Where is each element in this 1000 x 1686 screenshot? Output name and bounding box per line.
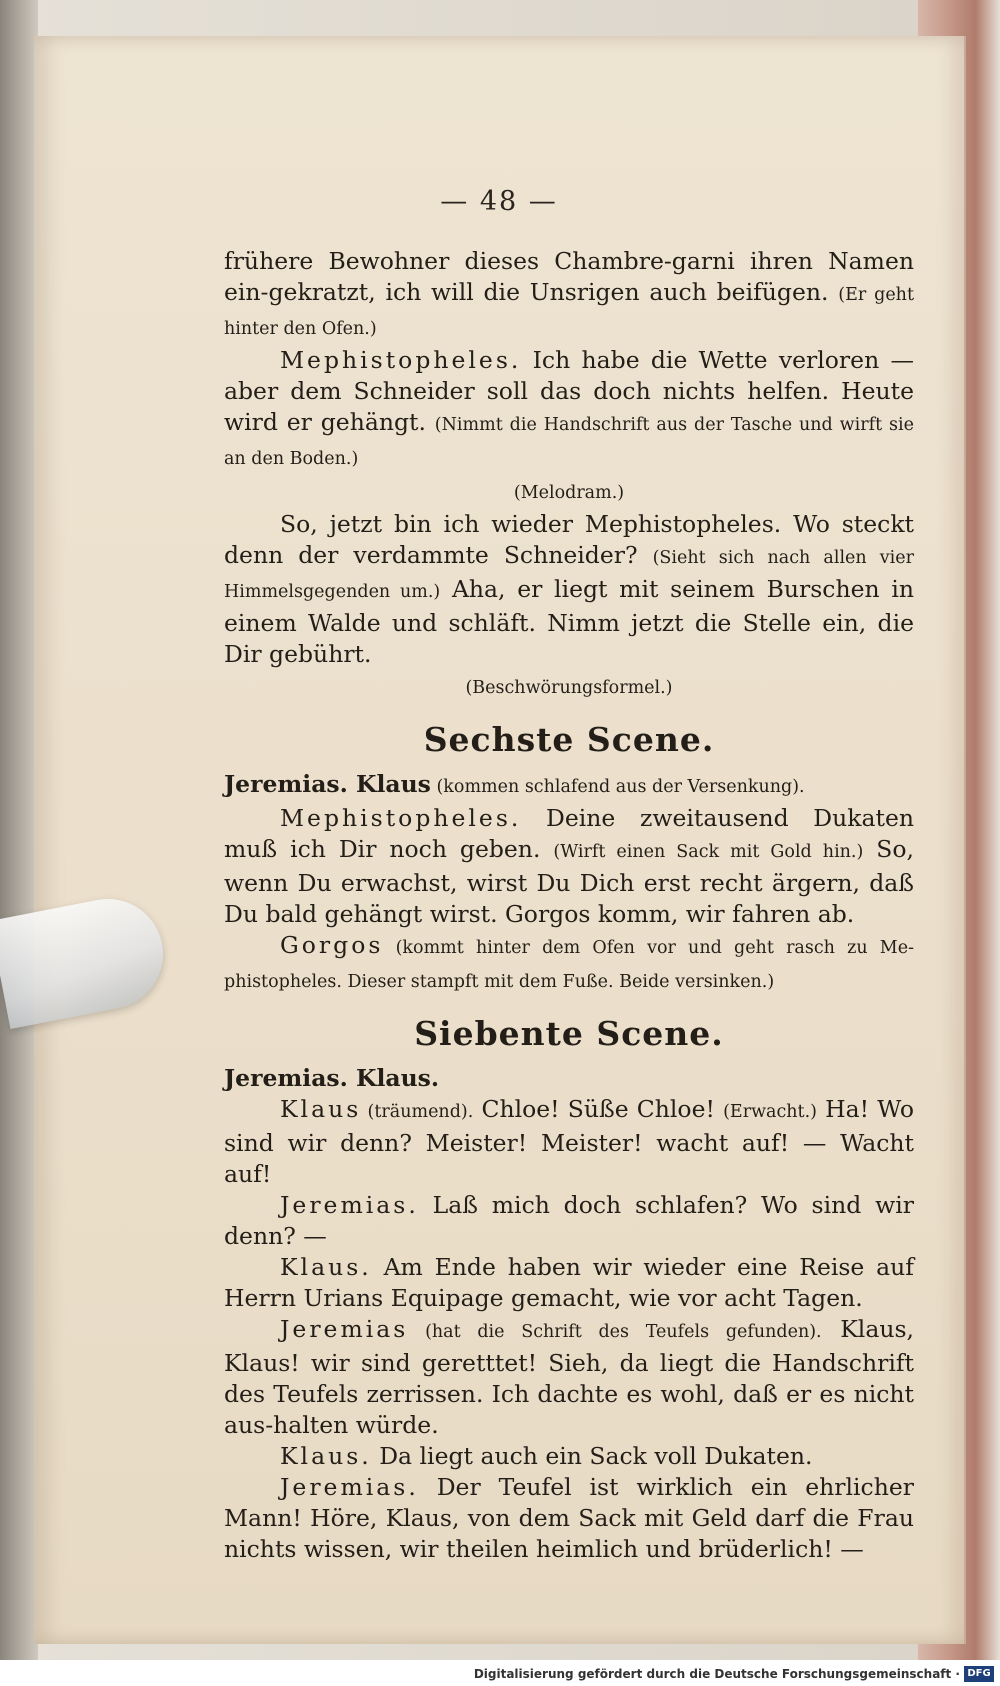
stage-direction: (kommen schlafend aus der Versenkung).	[430, 777, 805, 797]
stage-direction: (kommt hinter dem Ofen vor und geht rasch zu Me-phistopheles. Dieser stampft mit dem Fuße. Beide versinken.)	[224, 938, 914, 992]
speaker-name: Mephistopheles.	[280, 346, 522, 374]
stage-direction: (Er geht hinter den Ofen.)	[224, 285, 914, 339]
stage-direction-line	[224, 670, 914, 704]
text-segment: Chloe! Süße Chloe!	[473, 1095, 724, 1123]
text-segment: Sechste Scene.	[423, 720, 715, 759]
stage-direction: (Sieht sich nach allen vier Himmelsgegenden um.)	[224, 548, 914, 602]
text-segment: frühere Bewohner dieses Chambre-garni ihren Namen ein-gekratzt, ich will die Unsrigen auch beifügen.	[224, 247, 914, 306]
scene-cast	[224, 769, 914, 803]
scene-heading	[224, 1014, 914, 1053]
speaker-name: Jeremias.	[280, 1473, 419, 1501]
text-paragraph	[224, 1190, 914, 1252]
stage-direction: (hat die Schrift des Teufels gefunden).	[408, 1322, 822, 1342]
text-segment: Aha, er liegt mit seinem Burschen in einem Walde und schläft. Nimm jetzt die Stelle ein, die Dir gebührt.	[224, 575, 914, 668]
text-paragraph	[224, 1252, 914, 1314]
footer-bar	[0, 1660, 1000, 1686]
stage-direction: (Wirft einen Sack mit Gold hin.)	[553, 842, 864, 862]
stage-direction: (Erwacht.)	[723, 1102, 817, 1122]
text-segment: Ich habe die Wette verloren — aber dem Schneider soll das doch nichts helfen. Heute wird er gehängt.	[224, 346, 914, 436]
speaker-name: Gorgos	[280, 931, 384, 959]
speaker-name: Jeremias.	[280, 1191, 419, 1219]
text-paragraph	[224, 1314, 914, 1441]
text-segment: So, jetzt bin ich wieder Mephistopheles. Wo steckt denn der verdammte Schneider?	[224, 510, 914, 569]
scene-heading	[224, 720, 914, 759]
speaker-name: Klaus	[280, 1095, 362, 1123]
text-paragraph	[224, 345, 914, 475]
text-segment: Laß mich doch schlafen? Wo sind wir denn? —	[224, 1191, 914, 1250]
text-segment: Ha! Wo sind wir denn? Meister! Meister! wacht auf! — Wacht auf!	[224, 1095, 914, 1188]
text-paragraph	[224, 246, 914, 345]
text-segment: Klaus, Klaus! wir sind geretttet! Sieh, da liegt die Handschrift des Teufels zerrissen. Ich dachte es wohl, daß er es nicht aus-halten würde.	[224, 1315, 915, 1439]
text-segment: Der Teufel ist wirklich ein ehrlicher Mann! Höre, Klaus, von dem Sack mit Geld darf die Frau nichts wissen, wir theilen heimlich und brüderlich! —	[224, 1473, 914, 1563]
stage-direction-line	[224, 475, 914, 509]
speaker-name: Klaus.	[280, 1442, 372, 1470]
stage-direction: (Melodram.)	[513, 483, 625, 503]
book-gutter	[0, 0, 38, 1686]
book-page	[34, 36, 966, 1644]
stage-direction: (träumend).	[361, 1102, 474, 1122]
page-number: — 48 —	[440, 186, 558, 217]
scene-cast	[224, 1063, 914, 1094]
stage-direction: (Nimmt die Handschrift aus der Tasche und wirft sie an den Boden.)	[224, 415, 914, 469]
text-paragraph	[224, 1441, 914, 1472]
text-segment: Jeremias. Klaus	[224, 770, 431, 798]
speaker-name: Jeremias	[280, 1315, 409, 1343]
text-segment: So, wenn Du erwachst, wirst Du Dich erst recht ärgern, daß Du bald gehängt wirst. Gorgos komm, wir fahren ab.	[224, 835, 914, 928]
text-segment: Da liegt auch ein Sack voll Dukaten.	[371, 1442, 813, 1470]
text-segment: Siebente Scene.	[414, 1014, 724, 1053]
stage-direction: (Beschwörungsformel.)	[465, 678, 673, 698]
text-segment: Deine zweitausend Dukaten muß ich Dir noch geben.	[224, 804, 914, 863]
speaker-name: Klaus.	[280, 1253, 372, 1281]
text-paragraph	[224, 509, 914, 670]
speaker-name: Mephistopheles.	[280, 804, 522, 832]
text-paragraph	[224, 1472, 914, 1565]
text-paragraph	[224, 930, 914, 998]
text-segment: Jeremias. Klaus.	[224, 1064, 440, 1092]
digitization-credit: Digitalisierung gefördert durch die Deutsche Forschungsgemeinschaft ·	[473, 1667, 960, 1681]
text-segment: Am Ende haben wir wieder eine Reise auf Herrn Urians Equipage gemacht, wie vor acht Tagen.	[224, 1253, 914, 1312]
text-paragraph	[224, 1094, 914, 1190]
page-text	[224, 246, 914, 1565]
dfg-logo: DFG	[964, 1666, 994, 1682]
text-paragraph	[224, 803, 914, 930]
